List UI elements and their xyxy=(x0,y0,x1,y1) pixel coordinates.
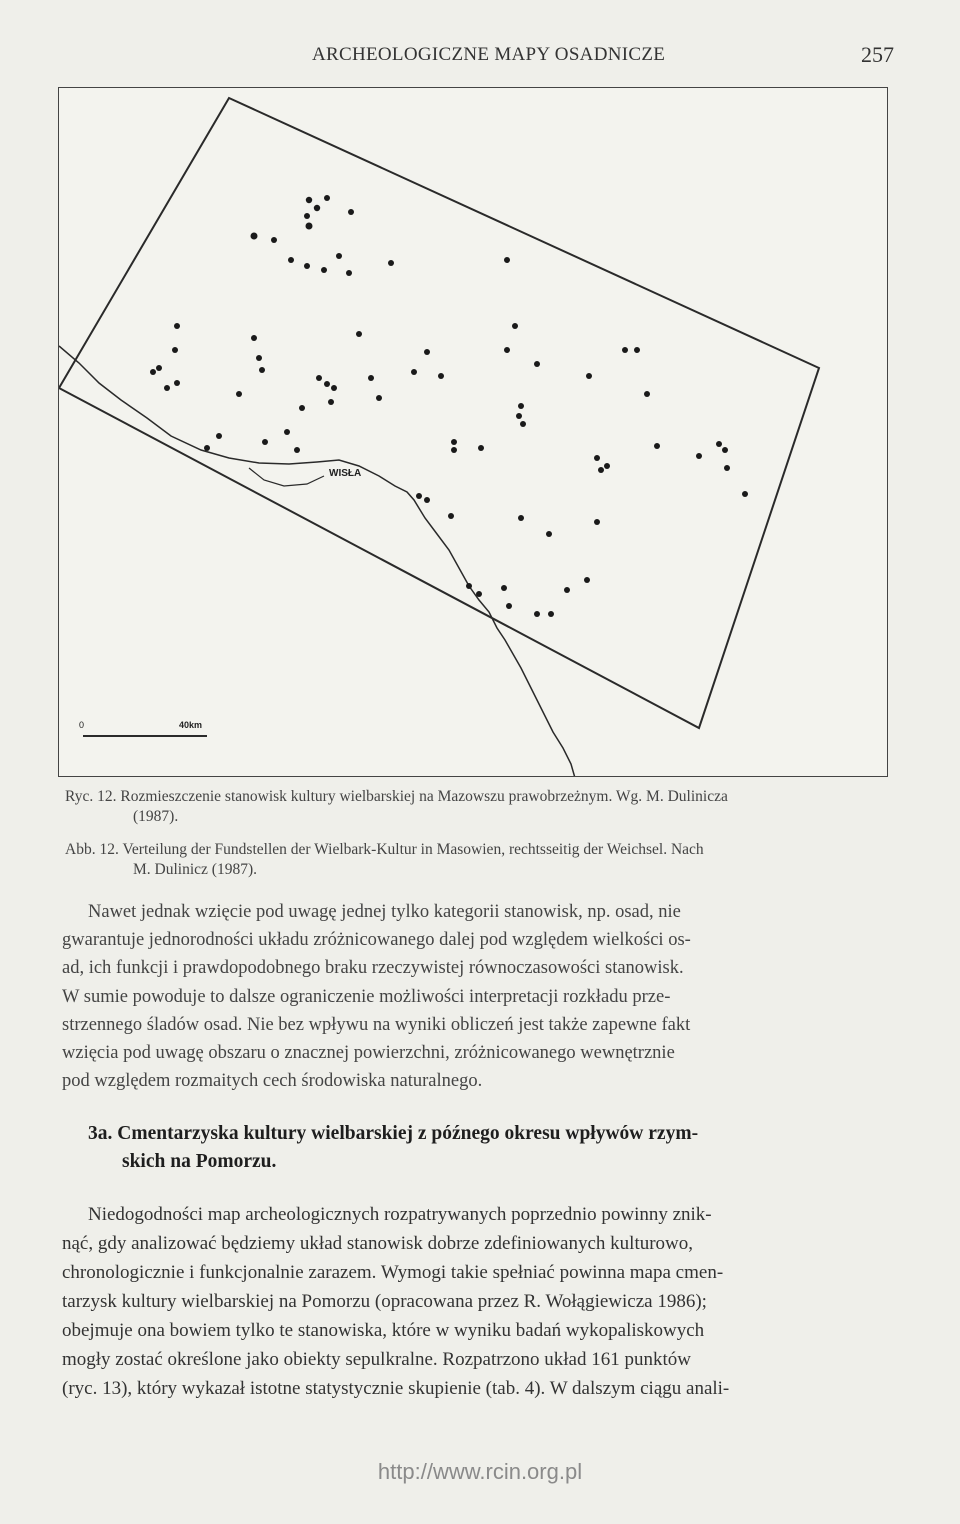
caption-label: Ryc. 12. xyxy=(65,788,117,805)
text-line: tarzysk kultury wielbarskiej na Pomorzu (opracowana przez R. Wołągiewicza 1986); xyxy=(62,1291,707,1312)
running-title: ARCHEOLOGICZNE MAPY OSADNICZE xyxy=(312,44,666,65)
text-line: Niedogodności map archeologicznych rozpatrywanych poprzednio powinny znik- xyxy=(88,1204,712,1225)
text-line: obejmuje ona bowiem tylko te stanowiska, które w wyniku badań wykopaliskowych xyxy=(62,1320,705,1341)
text-line: (ryc. 13), który wykazał istotne statystycznie skupienie (tab. 4). W dalszym ciągu anali- xyxy=(62,1378,730,1399)
caption-text-cont: (1987). xyxy=(133,808,179,825)
section-heading xyxy=(88,1120,900,1176)
text-line: gwarantuje jednorodności układu zróżnicowanego dalej pod względem wielkości os- xyxy=(62,930,691,951)
scale-zero-label: 0 xyxy=(79,720,85,730)
page-number: 257 xyxy=(861,42,894,67)
text-line: Nawet jednak wzięcie pod uwagę jednej tylko kategorii stanowisk, np. osad, nie xyxy=(88,902,681,922)
site-points xyxy=(150,195,748,617)
page-header xyxy=(0,42,960,74)
figure-caption-polish xyxy=(65,787,900,827)
watermark-url: http://www.rcin.org.pl xyxy=(377,1459,583,1484)
caption-text: Verteilung der Fundstellen der Wielbark-Kultur in Masowien, rechtsseitig der Weichsel. Nach xyxy=(122,841,704,858)
paragraph-2 xyxy=(62,1200,900,1403)
text-line: mogły zostać określone jako obiekty sepulkralne. Rozpatrzono układ 161 punktów xyxy=(62,1349,691,1370)
heading-line: skich na Pomorzu. xyxy=(122,1151,277,1172)
heading-line: 3a. Cmentarzyska kultury wielbarskiej z późnego okresu wpływów rzym- xyxy=(88,1123,699,1144)
text-line: wzięcia pod uwagę obszaru o znacznej powierzchni, zróżnicowanego wewnętrznie xyxy=(62,1043,675,1064)
caption-text-cont: M. Dulinicz (1987). xyxy=(133,861,257,878)
scale-end-label: 40km xyxy=(179,720,203,730)
caption-text: Rozmieszczenie stanowisk kultury wielbarskiej na Mazowszu prawobrzeżnym. Wg. M. Dulinicza xyxy=(120,788,728,805)
text-line: pod względem rozmaitych cech środowiska naturalnego. xyxy=(62,1071,483,1092)
text-line: chronologicznie i funkcjonalnie zarazem. Wymogi takie spełniać powinna mapa cmen- xyxy=(62,1262,724,1283)
text-line: W sumie powoduje to dalsze ograniczenie możliwości interpretacji rozkładu prze- xyxy=(62,986,671,1007)
caption-label: Abb. 12. xyxy=(65,841,119,858)
figure-caption-german xyxy=(65,840,900,880)
river-label: WISŁA xyxy=(329,468,362,479)
map-figure xyxy=(58,87,888,777)
study-area-outline xyxy=(59,98,819,728)
river-tributary xyxy=(249,468,324,486)
text-line: nąć, gdy analizować będziemy układ stanowisk dobrze zdefiniowanych kulturowo, xyxy=(62,1233,694,1254)
paragraph-1 xyxy=(62,898,900,1095)
settlement-map xyxy=(59,88,888,777)
text-line: strzennego śladów osad. Nie bez wpływu na wyniki obliczeń jest także zapewne fakt xyxy=(62,1014,691,1035)
vistula-river xyxy=(59,346,575,777)
text-line: ad, ich funkcji i prawdopodobnego braku rzeczywistej równoczasowości stanowisk. xyxy=(62,958,684,979)
